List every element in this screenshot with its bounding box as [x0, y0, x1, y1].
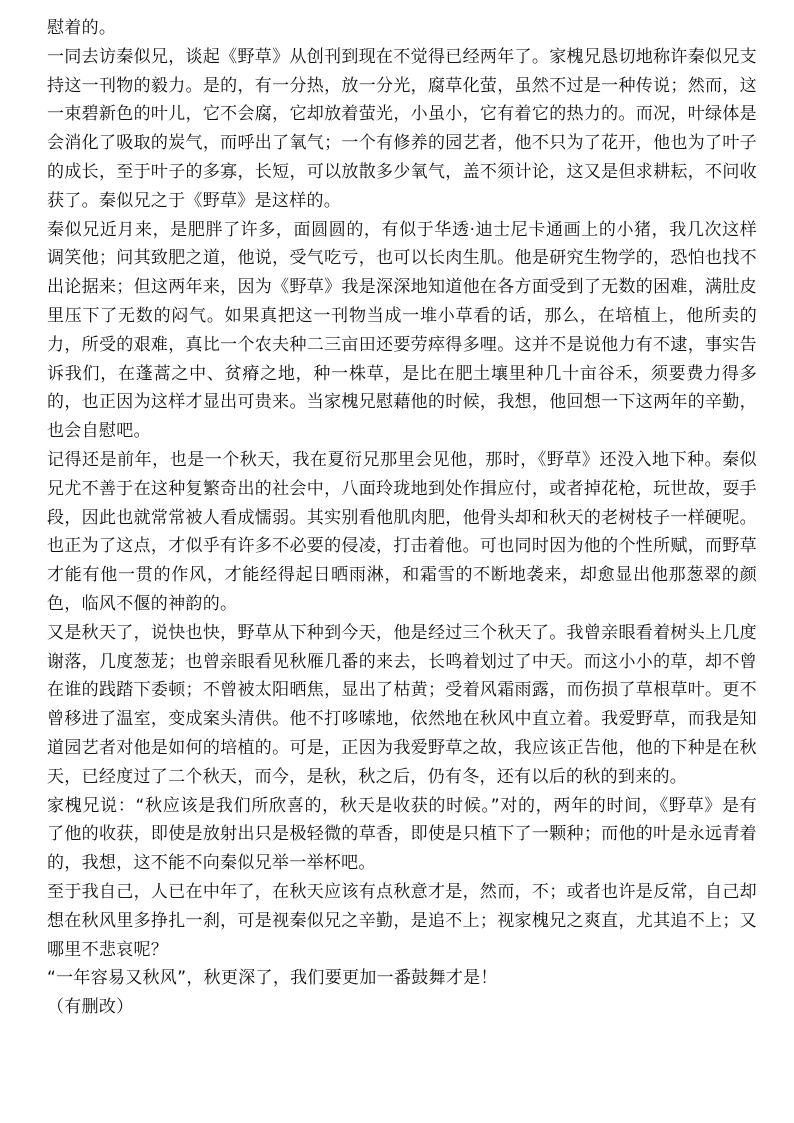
document-page — [47, 14, 757, 1022]
paragraph-visit: 一同去访秦似兄，谈起《野草》从创刊到现在不觉得已经两年了。家槐兄恳切地称许秦似兄支持这一刊物的毅力。是的，有一分热，放一分光，腐草化萤，虽然不过是一种传说；然而，这一束碧新色的叶儿，它不会腐，它却放着萤光，小虽小，它有着它的热力的。而况，叶绿体是会消化了吸取的炭气，而呼出了氧气；一个有修养的园艺者，他不只为了花开，他也为了叶子的成长，至于叶子的多寡，长短，可以放散多少氧气，盖不须计论，这又是但求耕耘，不问收获了。秦似兄之于《野草》是这样的。 — [47, 46, 757, 211]
paragraph-autumn: 又是秋天了，说快也快，野草从下种到今天，他是经过三个秋天了。我曾亲眼看着树头上几度谢落，几度葱茏；也曾亲眼看见秋雁几番的来去，长鸣着划过了中天。而这小小的草，却不曾在谁的践踏下委顿；不曾被太阳晒焦，显出了枯黄；受着风霜雨露，而伤损了草根草叶。更不曾移进了温室，变成案头清供。他不打哆嗦地，依然地在秋风中直立着。我爱野草，而我是知道园艺者对他是如何的培植的。可是，正因为我爱野草之故，我应该正告他，他的下种是在秋天，已经度过了二个秋天，而今，是秋，秋之后，仍有冬，还有以后的秋的到来的。 — [47, 622, 757, 787]
paragraph-harvest: 家槐兄说：“秋应该是我们所欣喜的，秋天是收获的时候。”对的，两年的时间，《野草》是有了他的收获，即使是放射出只是极轻微的草香，即使是只植下了一颗种；而他的叶是永远青着的，我想，这不能不向秦似兄举一举杯吧。 — [47, 795, 757, 874]
paragraph-source-note: （有删改） — [47, 997, 134, 1018]
paragraph-closing: “一年容易又秋风”，秋更深了，我们要更加一番鼓舞才是！ — [47, 968, 498, 989]
paragraph-continuation: 慰着的。 — [47, 18, 117, 38]
paragraph-self: 至于我自己，人已在中年了，在秋天应该有点秋意才是，然而，不；或者也许是反常，自己却想在秋风里多挣扎一刹，可是视秦似兄之辛勤，是追不上；视家槐兄之爽直，尤其追不上；又哪里不悲哀呢？ — [47, 881, 757, 960]
paragraph-chubby: 秦似兄近月来，是肥胖了许多，面圆圆的，有似于华透·迪士尼卡通画上的小猪，我几次这样调笑他；问其致肥之道，他说，受气吃亏，也可以长肉生肌。他是研究生物学的，恐怕也找不出论据来；但这两年来，因为《野草》我是深深地知道他在各方面受到了无数的困难，满肚皮里压下了无数的闷气。如果真把这一刊物当成一堆小草看的话，那么，在培植上，他所卖的力，所受的艰难，真比一个农夫种二三亩田还要劳瘁得多哩。这并不是说他力有不逮，事实告诉我们，在蓬蒿之中、贫瘠之地，种一株草，是比在肥土壤里种几十亩谷禾，须要费力得多的，也正因为这样才显出可贵来。当家槐兄慰藉他的时候，我想，他回想一下这两年的辛勤，也会自慰吧。 — [47, 219, 757, 442]
paragraph-memory: 记得还是前年，也是一个秋天，我在夏衍兄那里会见他，那时，《野草》还没入地下种。秦似兄尤不善于在这种复繁奇出的社会中，八面玲珑地到处作揖应付，或者掉花枪，玩世故，耍手段，因此也就常常被人看成懦弱。其实别看他肌肉肥，他骨头却和秋天的老树枝子一样硬呢。也正为了这点，才似乎有许多不必要的侵凌，打击着他。可也同时因为他的个性所赋，而野草才能有他一贯的作风，才能经得起日晒雨淋，和霜雪的不断地袭来，却愈显出他那葱翠的颜色，临风不偃的神韵的。 — [47, 449, 757, 614]
